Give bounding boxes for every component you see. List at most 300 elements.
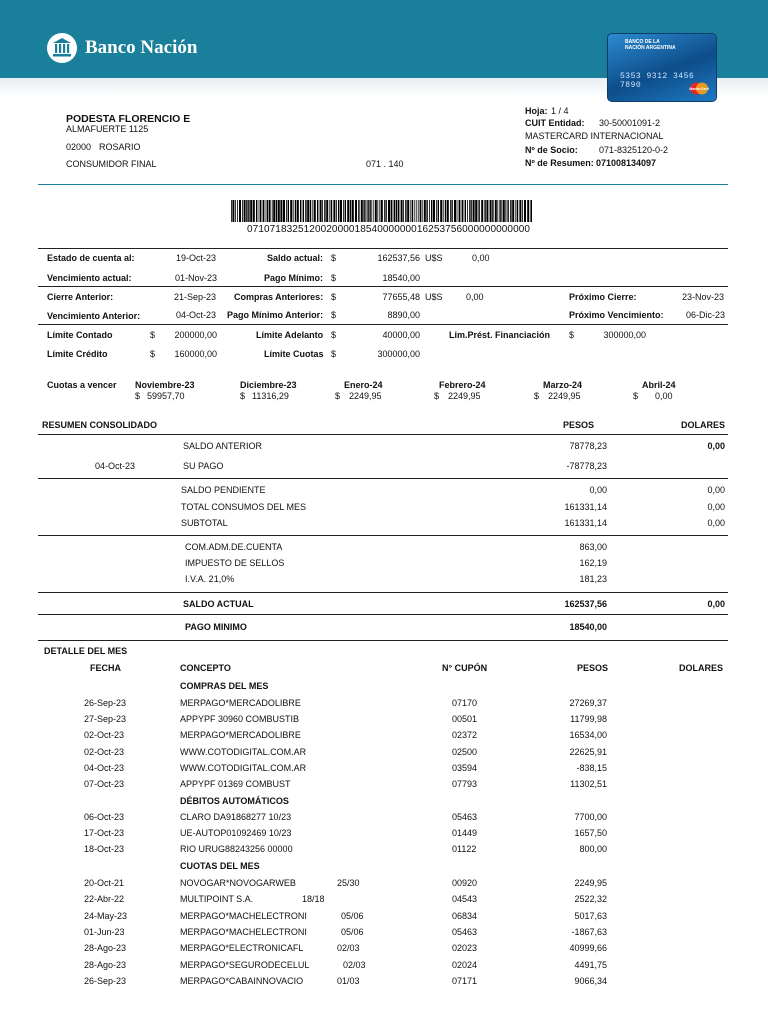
cuota-currency: $ — [135, 391, 141, 401]
venc-ant-label: Vencimiento Anterior: — [47, 311, 141, 321]
bank-logo-text: Banco Nación — [85, 37, 198, 58]
barcode-bar — [368, 200, 369, 222]
barcode-bar — [242, 200, 243, 222]
cuota-currency: $ — [633, 391, 639, 401]
compras-ant-currency: $ — [331, 292, 337, 302]
card-issuer-line1: BANCO DE LA — [625, 39, 660, 45]
barcode-bar — [355, 200, 357, 222]
barcode-bar — [365, 200, 366, 222]
barcode-bar — [379, 200, 380, 222]
barcode-bar — [283, 200, 285, 222]
customer-city: ROSARIO — [99, 142, 141, 152]
row-pesos: 7700,00 — [574, 812, 607, 822]
compras-ant-usd-value: 0,00 — [466, 292, 484, 302]
saldo-usd-value: 0,00 — [472, 253, 490, 263]
barcode-bar — [232, 200, 234, 222]
lim-credito-currency: $ — [150, 349, 156, 359]
prox-venc-value: 06-Dic-23 — [686, 310, 726, 320]
barcode-bar — [367, 200, 368, 222]
resumen-title: RESUMEN CONSOLIDADO — [42, 420, 158, 430]
barcode-bar — [267, 200, 268, 222]
row-cupon: 01449 — [452, 828, 478, 839]
barcode-bar — [320, 200, 322, 222]
compras-ant-value: 77655,48 — [382, 292, 420, 302]
barcode-bar — [501, 200, 502, 222]
socio-label: Nº de Socio: — [525, 145, 578, 155]
total-consumos-dolares: 0,00 — [707, 502, 725, 512]
row-fecha: 27-Sep-23 — [84, 714, 127, 725]
barcode-bar — [398, 200, 399, 222]
section-compras: COMPRAS DEL MES — [180, 681, 269, 691]
barcode-bar — [433, 200, 435, 222]
barcode-bar — [333, 200, 335, 222]
col-fecha-header: FECHA — [90, 663, 121, 673]
row-concepto: MULTIPOINT S.A. — [180, 894, 254, 905]
barcode-bar — [393, 200, 394, 222]
barcode-bar — [424, 200, 426, 222]
barcode-bar — [394, 200, 395, 222]
barcode-bar — [445, 200, 446, 222]
barcode-bar — [401, 200, 403, 222]
barcode-bar — [522, 200, 523, 222]
row-cuota: 25/30 — [337, 878, 360, 888]
barcode-bar — [412, 200, 413, 222]
saldo-label: Saldo actual: — [267, 253, 324, 263]
customer-street: ALMAFUERTE 1125 — [66, 124, 149, 134]
row-concepto: RIO URUG88243256 00000 — [180, 844, 293, 855]
row-cuota: 05/06 — [341, 910, 364, 921]
row-cupon: 02500 — [452, 746, 478, 757]
barcode-bar — [322, 200, 323, 222]
venc-value: 01-Nov-23 — [175, 273, 218, 283]
barcode-bar — [244, 200, 246, 222]
prox-cierre-label: Próximo Cierre: — [569, 292, 637, 302]
su-pago-label: SU PAGO — [183, 461, 224, 471]
saldo-actual-dolares: 0,00 — [707, 599, 725, 609]
barcode-bar — [312, 200, 313, 222]
venc-ant-value: 04-Oct-23 — [176, 310, 217, 320]
cuotas-label: Cuotas a vencer — [47, 380, 117, 390]
barcode-bar — [391, 200, 392, 222]
row-cupon: 04543 — [452, 894, 478, 905]
credit-card-image — [607, 33, 717, 102]
cuota-currency: $ — [534, 391, 540, 401]
pago-min-currency: $ — [331, 273, 337, 283]
row-fecha: 02-Oct-23 — [84, 746, 125, 757]
barcode-bar — [517, 200, 518, 222]
estado-value: 19-Oct-23 — [176, 253, 217, 263]
barcode-bar — [253, 200, 255, 222]
saldo-usd-label: U$S — [425, 253, 443, 263]
barcode-bar — [317, 200, 318, 222]
saldo-actual-label: SALDO ACTUAL — [183, 599, 254, 609]
cuota-value: 0,00 — [655, 391, 673, 401]
barcode-bar — [440, 200, 442, 222]
col-concepto-header: CONCEPTO — [180, 663, 231, 673]
row-pesos: 5017,63 — [574, 910, 607, 921]
com-adm-pesos: 863,00 — [579, 542, 607, 552]
row-concepto: MERPAGO*MERCADOLIBRE — [180, 698, 301, 708]
saldo-actual-pesos: 162537,56 — [564, 599, 607, 609]
cuota-month: Abril-24 — [642, 380, 676, 390]
lim-credito-value: 160000,00 — [174, 349, 217, 359]
divider — [38, 324, 728, 325]
cierre-ant-label: Cierre Anterior: — [47, 292, 114, 302]
resumen-value: 071008134097 — [596, 158, 657, 168]
row-cupon: 02024 — [452, 959, 478, 970]
barcode-bar — [396, 200, 397, 222]
row-cupon: 07170 — [452, 698, 478, 708]
cierre-ant-value: 21-Sep-23 — [174, 292, 217, 302]
row-fecha: 28-Ago-23 — [84, 943, 127, 954]
row-fecha: 22-Abr-22 — [84, 894, 125, 905]
row-cupon: 05463 — [452, 812, 478, 822]
saldo-anterior-dolares: 0,00 — [707, 441, 725, 451]
row-pesos: 9066,34 — [574, 975, 607, 986]
barcode-bar — [426, 200, 427, 222]
barcode-bar — [305, 200, 306, 222]
barcode-bar — [384, 200, 385, 222]
barcode-bar — [336, 200, 337, 222]
barcode-bar — [363, 200, 364, 222]
row-pesos: 2249,95 — [574, 878, 607, 888]
barcode-bar — [263, 200, 264, 222]
divider — [38, 286, 728, 287]
row-pesos: 4491,75 — [574, 959, 607, 970]
lim-contado-value: 200000,00 — [174, 330, 217, 340]
barcode-bar — [407, 200, 409, 222]
row-concepto: MERPAGO*SEGURODECELUL — [180, 959, 310, 970]
saldo-pendiente-label: SALDO PENDIENTE — [181, 485, 266, 495]
barcode-bar — [410, 200, 411, 222]
barcode-bar — [519, 200, 521, 222]
row-concepto: NOVOGAR*NOVOGARWEB — [180, 878, 296, 888]
barcode-bar — [329, 200, 330, 222]
total-consumos-label: TOTAL CONSUMOS DEL MES — [181, 502, 307, 512]
compras-ant-label: Compras Anteriores: — [234, 292, 324, 302]
barcode-bar — [515, 200, 516, 222]
row-cuota: 05/06 — [341, 926, 364, 937]
cuota-value: 2249,95 — [548, 391, 581, 401]
subtotal-pesos: 161331,14 — [564, 518, 607, 528]
subtotal-dolares: 0,00 — [707, 518, 725, 528]
pago-min-ant-value: 8890,00 — [387, 310, 420, 320]
saldo-pendiente-dolares: 0,00 — [707, 485, 725, 495]
barcode-bar — [303, 200, 304, 222]
entity-name: MASTERCARD INTERNACIONAL — [525, 131, 664, 141]
barcode-bar — [250, 200, 252, 222]
hoja-label: Hoja: — [525, 106, 548, 116]
barcode-bar — [377, 200, 378, 222]
row-concepto: APPYPF 30960 COMBUSTIB — [180, 714, 300, 725]
barcode-bar — [340, 200, 342, 222]
saldo-currency: $ — [331, 253, 337, 263]
row-pesos: 2522,32 — [574, 894, 607, 905]
cuota-month: Febrero-24 — [439, 380, 486, 390]
barcode-bar — [343, 200, 344, 222]
divider — [38, 592, 728, 593]
barcode-bar — [459, 200, 460, 222]
barcode-bar — [484, 200, 485, 222]
pago-minimo-label: PAGO MINIMO — [185, 622, 247, 632]
barcode-bar — [314, 200, 316, 222]
cuota-value: 11316,29 — [252, 391, 289, 401]
row-fecha: 01-Jun-23 — [84, 926, 125, 937]
row-cupon: 03594 — [452, 762, 478, 773]
lim-prest-label: Lim.Prést. Financiación — [449, 330, 551, 340]
barcode-bar — [450, 200, 451, 222]
cuota-value: 2249,95 — [349, 391, 382, 401]
barcode-bar — [524, 200, 526, 222]
barcode-bar — [338, 200, 339, 222]
lim-cuotas-value: 300000,00 — [377, 349, 420, 359]
iva-label: I.V.A. 21,0% — [185, 574, 235, 584]
barcode-bar — [300, 200, 301, 222]
section-debitos: DÉBITOS AUTOMÁTICOS — [180, 796, 289, 806]
row-pesos: 27269,37 — [569, 698, 607, 708]
subtotal-label: SUBTOTAL — [181, 518, 228, 528]
divider — [38, 248, 728, 249]
row-pesos: 16534,00 — [569, 730, 607, 741]
divider — [38, 535, 728, 536]
barcode-bar — [269, 200, 271, 222]
section-cuotas: CUOTAS DEL MES — [180, 861, 260, 871]
pago-min-ant-currency: $ — [331, 310, 337, 320]
col-dolares-header: DOLARES — [679, 663, 724, 673]
card-number: 5353 9312 3456 7890 — [620, 72, 695, 90]
barcode-bar — [465, 200, 466, 222]
hoja-value: 1 / 4 — [551, 106, 569, 116]
barcode-bar — [503, 200, 505, 222]
customer-tax-category: CONSUMIDOR FINAL — [66, 159, 157, 169]
cuota-currency: $ — [434, 391, 440, 401]
card-issuer — [625, 39, 676, 51]
row-cupon: 05463 — [452, 926, 478, 937]
card-network-label: MasterCard — [689, 87, 709, 92]
cuota-month: Noviembre-23 — [135, 380, 195, 390]
lim-adelanto-value: 40000,00 — [382, 330, 420, 340]
lim-cuotas-label: Límite Cuotas — [264, 349, 324, 359]
mastercard-logo-icon — [688, 82, 710, 95]
saldo-value: 162537,56 — [377, 253, 420, 263]
barcode-bar — [429, 200, 430, 222]
bank-building-icon — [47, 33, 77, 63]
row-cupon: 02372 — [452, 730, 478, 741]
pago-minimo-pesos: 18540,00 — [569, 622, 607, 632]
divider — [38, 184, 728, 185]
barcode-bar — [290, 200, 292, 222]
barcode-bar — [310, 200, 311, 222]
barcode-bar — [345, 200, 346, 222]
barcode-bar — [350, 200, 351, 222]
barcode-bar — [326, 200, 328, 222]
barcode-bar — [347, 200, 349, 222]
barcode-bar — [436, 200, 437, 222]
barcode-bar — [278, 200, 280, 222]
barcode-bar — [375, 200, 377, 222]
row-concepto: MERPAGO*MERCADOLIBRE — [180, 730, 301, 741]
row-cuota: 02/03 — [337, 943, 360, 954]
barcode-bar — [507, 200, 508, 222]
row-concepto: MERPAGO*CABAINNOVACIO — [180, 975, 304, 986]
barcode-bar — [473, 200, 475, 222]
barcode-bar — [469, 200, 470, 222]
barcode-number: 07107183251200200001854000000016253756000000000000 — [247, 224, 531, 235]
cuota-value: 59957,70 — [147, 391, 185, 401]
barcode-bar — [246, 200, 247, 222]
barcode-bar — [454, 200, 456, 222]
cuota-month: Marzo-24 — [543, 380, 583, 390]
barcode-bar — [237, 200, 238, 222]
barcode-bar — [273, 200, 275, 222]
lim-credito-label: Límite Crédito — [47, 349, 108, 359]
barcode-bar — [373, 200, 374, 222]
row-pesos: 40999,66 — [569, 943, 607, 954]
barcode-bar — [231, 200, 232, 222]
barcode-bar — [499, 200, 500, 222]
row-fecha: 17-Oct-23 — [84, 828, 125, 839]
barcode-bar — [416, 200, 417, 222]
su-pago-pesos: -78778,23 — [566, 461, 607, 471]
barcode-bar — [457, 200, 458, 222]
row-fecha: 26-Sep-23 — [84, 698, 127, 708]
barcode-bar — [265, 200, 266, 222]
barcode-bar — [467, 200, 468, 222]
iva-pesos: 181,23 — [579, 574, 607, 584]
col-cupon-header: N° CUPÓN — [442, 663, 488, 673]
row-fecha: 04-Oct-23 — [84, 762, 125, 773]
barcode-bar — [438, 200, 439, 222]
barcode-bar — [475, 200, 477, 222]
saldo-anterior-pesos: 78778,23 — [569, 441, 607, 451]
barcode-bar — [420, 200, 421, 222]
barcode-bar — [418, 200, 419, 222]
divider — [38, 614, 728, 615]
barcode-bar — [293, 200, 294, 222]
barcode-bar — [370, 200, 371, 222]
saldo-anterior-label: SALDO ANTERIOR — [183, 441, 263, 451]
barcode-bar — [286, 200, 287, 222]
barcode-bar — [276, 200, 277, 222]
divider — [38, 478, 728, 479]
prox-venc-label: Próximo Vencimiento: — [569, 310, 664, 320]
col-pesos-header: PESOS — [577, 663, 609, 673]
prox-cierre-value: 23-Nov-23 — [682, 292, 725, 302]
total-consumos-pesos: 161331,14 — [564, 502, 607, 512]
barcode-bar — [447, 200, 449, 222]
row-pesos: 11799,98 — [570, 714, 607, 725]
barcode-bar — [288, 200, 289, 222]
barcode-bar — [297, 200, 299, 222]
impuesto-label: IMPUESTO DE SELLOS — [185, 558, 285, 568]
row-concepto: MERPAGO*MACHELECTRONI — [180, 926, 307, 937]
row-cupon: 02023 — [452, 943, 478, 954]
barcode-bar — [361, 200, 363, 222]
barcode-bar — [505, 200, 506, 222]
cuota-currency: $ — [240, 391, 246, 401]
cuota-month: Enero-24 — [344, 380, 383, 390]
cuota-currency: $ — [335, 391, 341, 401]
lim-cuotas-currency: $ — [331, 349, 337, 359]
row-concepto: APPYPF 01369 COMBUST — [180, 779, 291, 789]
lim-contado-label: Límite Contado — [47, 330, 113, 340]
cuit-value: 30-50001091-2 — [599, 118, 661, 128]
customer-name: PODESTA FLORENCIO E — [66, 113, 191, 125]
barcode-bar — [403, 200, 404, 222]
barcode-bar — [388, 200, 390, 222]
barcode-bar — [527, 200, 529, 222]
pago-min-label: Pago Mínimo: — [264, 273, 323, 283]
pago-min-value: 18540,00 — [382, 273, 420, 283]
barcode-bar — [490, 200, 492, 222]
row-concepto: CLARO DA91868277 10/23 — [180, 812, 292, 822]
estado-label: Estado de cuenta al: — [47, 253, 135, 263]
branch-code: 071 . 140 — [366, 159, 404, 169]
barcode-bar — [461, 200, 462, 222]
row-cupon: 07793 — [452, 779, 478, 789]
barcode-bar — [307, 200, 309, 222]
lim-prest-currency: $ — [569, 330, 575, 340]
pago-min-ant-label: Pago Mínimo Anterior: — [227, 310, 324, 320]
barcode-bar — [431, 200, 432, 222]
barcode-bar — [451, 200, 452, 222]
row-fecha: 28-Ago-23 — [84, 959, 127, 970]
barcode-bar — [492, 200, 493, 222]
row-pesos: -1867,63 — [571, 926, 607, 937]
row-concepto: WWW.COTODIGITAL.COM.AR — [180, 746, 307, 757]
row-fecha: 06-Oct-23 — [84, 812, 125, 822]
barcode-bar — [405, 200, 406, 222]
su-pago-date: 04-Oct-23 — [95, 461, 136, 471]
row-fecha: 24-May-23 — [84, 910, 128, 921]
row-pesos: 11302,51 — [570, 779, 607, 789]
impuesto-pesos: 162,19 — [579, 558, 607, 568]
socio-value: 071-8325120-0-2 — [599, 145, 669, 155]
venc-label: Vencimiento actual: — [47, 273, 132, 283]
lim-adelanto-label: Límite Adelanto — [256, 330, 324, 340]
barcode-bar — [235, 200, 236, 222]
barcode-bar — [510, 200, 511, 222]
divider — [38, 640, 728, 641]
barcode-bar — [530, 200, 532, 222]
barcode-bar — [462, 200, 463, 222]
row-concepto: MERPAGO*MACHELECTRONI — [180, 910, 307, 921]
cuota-value: 2249,95 — [448, 391, 481, 401]
barcode-bar — [414, 200, 415, 222]
barcode-bar — [358, 200, 359, 222]
barcode-bar — [481, 200, 483, 222]
col-dolares-header: DOLARES — [681, 420, 726, 430]
barcode-bar — [478, 200, 479, 222]
row-fecha: 18-Oct-23 — [84, 844, 125, 855]
barcode-bar — [295, 200, 296, 222]
saldo-pendiente-pesos: 0,00 — [589, 485, 607, 495]
barcode-bar — [422, 200, 423, 222]
divider — [38, 434, 728, 435]
barcode-bar — [260, 200, 261, 222]
row-pesos: -838,15 — [576, 762, 607, 773]
barcode-bar — [331, 200, 332, 222]
row-pesos: 800,00 — [579, 844, 607, 855]
row-concepto: WWW.COTODIGITAL.COM.AR — [180, 762, 307, 773]
row-pesos: 1657,50 — [574, 828, 607, 839]
barcode-bar — [248, 200, 249, 222]
barcode-bar — [497, 200, 498, 222]
row-cupon: 07171 — [452, 975, 478, 986]
lim-contado-currency: $ — [150, 330, 156, 340]
barcode-bar — [512, 200, 514, 222]
com-adm-label: COM.ADM.DE.CUENTA — [185, 542, 283, 552]
